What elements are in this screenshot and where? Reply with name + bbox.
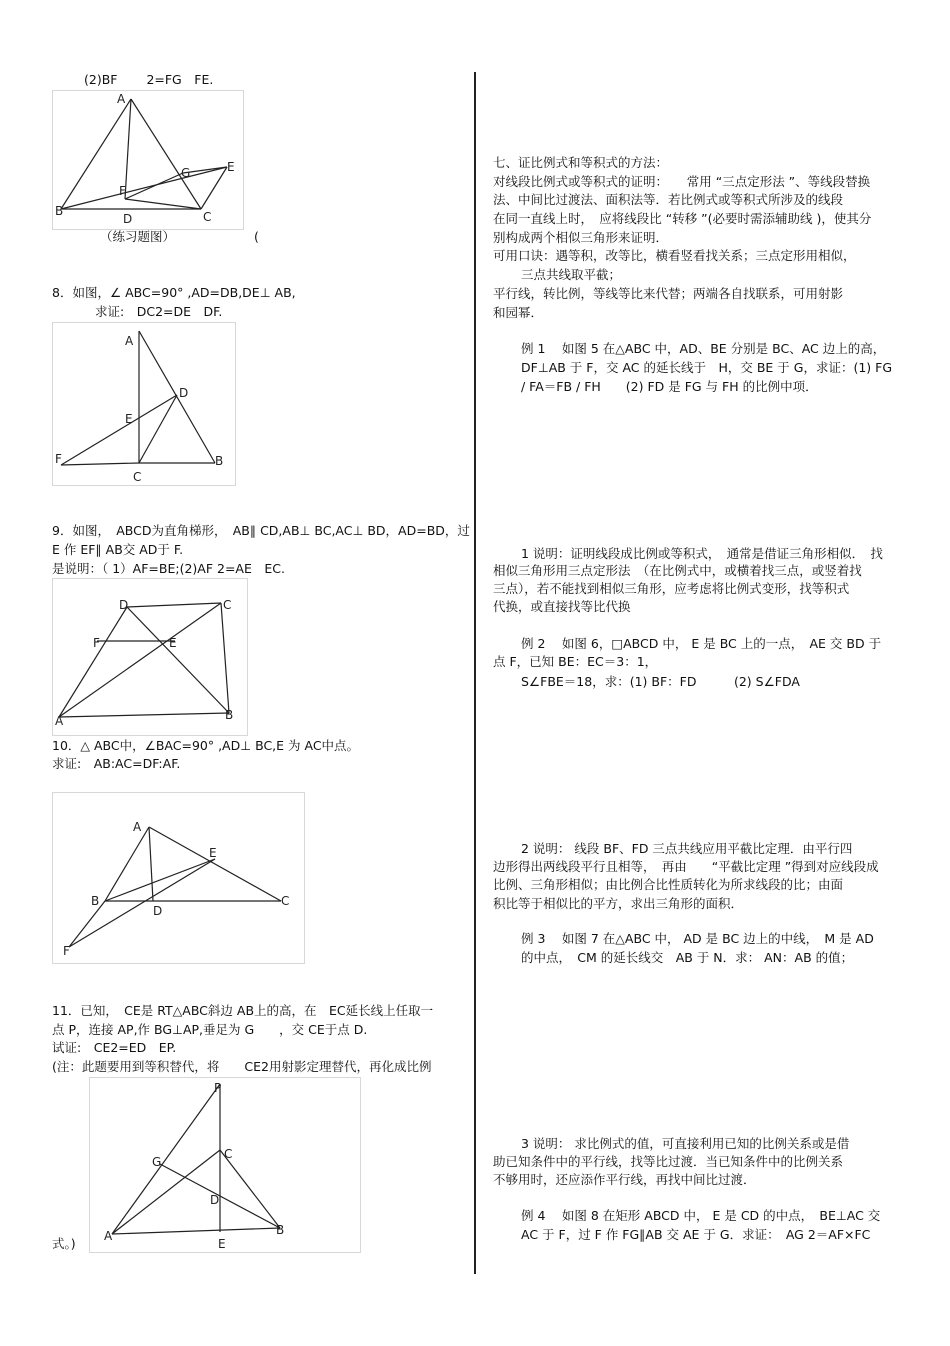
note3-line3: 不够用时，还应添作平行线，再找中间比过渡． — [493, 1172, 756, 1187]
figure-problem7 — [52, 90, 244, 230]
note2-line3: 比例、三角形相似；由比例合比性质转化为所求线段的比；由面 — [493, 877, 844, 892]
section7-line8: 和园幂． — [493, 305, 544, 320]
fig7-label-c: C — [203, 210, 212, 224]
fig10-label-b: B — [91, 894, 100, 908]
fig7-label-g: G — [181, 166, 191, 180]
problem11-line3: 试证: CE2=ED EP. — [52, 1040, 177, 1055]
note1-line4: 代换，或直接找等比代换 — [493, 599, 631, 614]
fig10-label-f: F — [63, 944, 70, 958]
fig8-label-f: F — [55, 452, 62, 466]
note2-line4: 积比等于相似比的平方，求出三角形的面积． — [493, 896, 744, 911]
section7-line6: 三点共线取平截； — [521, 267, 622, 282]
fig10-label-d: D — [153, 904, 163, 918]
problem9-line3: 是说明：（ 1）AF=BE;(2)AF 2=AE EC. — [52, 561, 285, 576]
problem11-line5: 式。) — [52, 1236, 76, 1251]
example1-line2: DF⊥AB 于 F，交 AC 的延长线于 H，交 BE 于 G，求证：(1) FG — [521, 360, 893, 375]
example1-line1: 例 1 如图 5 在△ABC 中，AD、BE 分别是 BC、AC 边上的高， — [521, 341, 886, 356]
figure7-caption: （练习题图） — [100, 229, 176, 244]
problem8-line1: 8．如图，∠ ABC=90° ,AD=DB,DE⊥ AB, — [52, 285, 296, 300]
fig8-label-c: C — [133, 470, 142, 484]
example2-line3: S∠FBE＝18，求：(1) BF：FD (2) S∠FDA — [521, 674, 800, 689]
example2-line1: 例 2 如图 6，□ABCD 中， E 是 BC 上的一点， AE 交 BD 于 — [521, 636, 882, 651]
note3-line1: 3 说明： 求比例式的值，可直接利用已知的比例关系或是借 — [521, 1136, 850, 1151]
problem7-part2: (2)BF 2=FG FE. — [84, 72, 214, 87]
fig9-label-f: F — [93, 636, 100, 650]
problem9-line1: 9．如图， ABCD为直角梯形， AB∥ CD,AB⊥ BC,AC⊥ BD，AD=BD，过 — [52, 523, 470, 538]
fig11-label-e: E — [218, 1237, 226, 1251]
fig10-label-a: A — [133, 820, 142, 834]
fig9-label-c: C — [223, 598, 232, 612]
example3-line2: 的中点， CM 的延长线交 AB 于 N．求： AN：AB 的值； — [521, 950, 854, 965]
note1-line2: 相似三角形用三点定形法 （在比例式中，或横着找三点，或竖着找 — [493, 563, 862, 578]
section7-title: 七、证比例式和等积式的方法： — [493, 155, 669, 170]
fig7-label-f: F — [119, 184, 126, 198]
fig11-label-p: P — [214, 1081, 222, 1095]
fig11-label-d: D — [210, 1193, 220, 1207]
section7-line3: 在同一直线上时， 应将线段比 “转移 ”(必要时需添辅助线 )，使其分 — [493, 211, 872, 226]
note2-line1: 2 说明： 线段 BF、FD 三点共线应用平截比定理．由平行四 — [521, 841, 853, 856]
fig8-label-a: A — [125, 334, 134, 348]
fig7-label-e: E — [227, 160, 235, 174]
fig9-label-e: E — [169, 636, 177, 650]
fig11-label-c: C — [224, 1147, 233, 1161]
example3-line1: 例 3 如图 7 在△ABC 中， AD 是 BC 边上的中线， M 是 AD — [521, 931, 874, 946]
section7-line5: 可用口诀：遇等积，改等比，横看竖看找关系；三点定形用相似， — [493, 248, 856, 263]
fig9-label-b: B — [225, 708, 234, 722]
fig11-label-g: G — [152, 1155, 162, 1169]
fig9-label-d: D — [119, 598, 129, 612]
figure-problem9 — [52, 578, 248, 736]
fig10-label-e: E — [209, 846, 217, 860]
note2-line2: 边形得出两线段平行且相等， 再由 “平截比定理 ”得到对应线段成 — [493, 859, 879, 874]
section7-line1: 对线段比例式或等积式的证明： 常用 “三点定形法 ”、等线段替换 — [493, 174, 871, 189]
example4-line2: AC 于 F，过 F 作 FG∥AB 交 AE 于 G．求证： AG 2＝AF×FC — [521, 1227, 871, 1242]
fig11-label-a: A — [104, 1229, 113, 1243]
problem11-line4: (注：此题要用到等积替代，将 CE2用射影定理替代，再化成比例 — [52, 1059, 432, 1074]
column-divider — [474, 72, 476, 1274]
fig10-label-c: C — [281, 894, 290, 908]
problem10-line1: 10．△ ABC中，∠BAC=90° ,AD⊥ BC,E 为 AC中点。 — [52, 738, 360, 753]
problem8-line2: 求证: DC2=DE DF. — [95, 304, 223, 319]
problem9-line2: E 作 EF∥ AB交 AD于 F. — [52, 542, 184, 557]
example1-line3: / FA＝FB / FH (2) FD 是 FG 与 FH 的比例中项． — [521, 379, 818, 394]
fig7-label-b: B — [55, 204, 64, 218]
problem11-line2: 点 P，连接 AP,作 BG⊥AP,垂足为 G ，交 CE于点 D. — [52, 1022, 368, 1037]
fig11-label-b: B — [276, 1223, 285, 1237]
figure-problem8 — [52, 322, 236, 486]
fig8-label-d: D — [179, 386, 189, 400]
note1-line3: 三点），若不能找到相似三角形，应考虑将比例式变形，找等积式 — [493, 581, 850, 596]
note1-line1: 1 说明：证明线段成比例或等积式， 通常是借证三角形相似． 找 — [521, 546, 883, 561]
fig7-label-d: D — [123, 212, 133, 226]
note3-line2: 助已知条件中的平行线，找等比过渡．当已知条件中的比例关系 — [493, 1154, 844, 1169]
fig7-label-a: A — [117, 92, 126, 106]
figure-problem10 — [52, 792, 305, 964]
section7-line2: 法、中间比过渡法、面积法等．若比例式或等积式所涉及的线段 — [493, 192, 844, 207]
section7-line4: 别构成两个相似三角形来证明． — [493, 230, 669, 245]
section7-line7: 平行线，转比例，等线等比来代替；两端各自找联系，可用射影 — [493, 286, 844, 301]
fig9-label-a: A — [55, 714, 64, 728]
problem11-line1: 11．已知， CE是 RT△ABC斜边 AB上的高，在 EC延长线上任取一 — [52, 1003, 434, 1018]
problem10-line2: 求证: AB:AC=DF:AF. — [52, 756, 181, 771]
figure7-paren: ( — [254, 229, 259, 244]
example2-line2: 点 F，已知 BE：EC＝3：1， — [493, 654, 658, 669]
fig8-label-b: B — [215, 454, 224, 468]
figure-problem11 — [89, 1077, 361, 1253]
fig8-label-e: E — [125, 412, 133, 426]
example4-line1: 例 4 如图 8 在矩形 ABCD 中， E 是 CD 的中点， BE⊥AC 交 — [521, 1208, 881, 1223]
